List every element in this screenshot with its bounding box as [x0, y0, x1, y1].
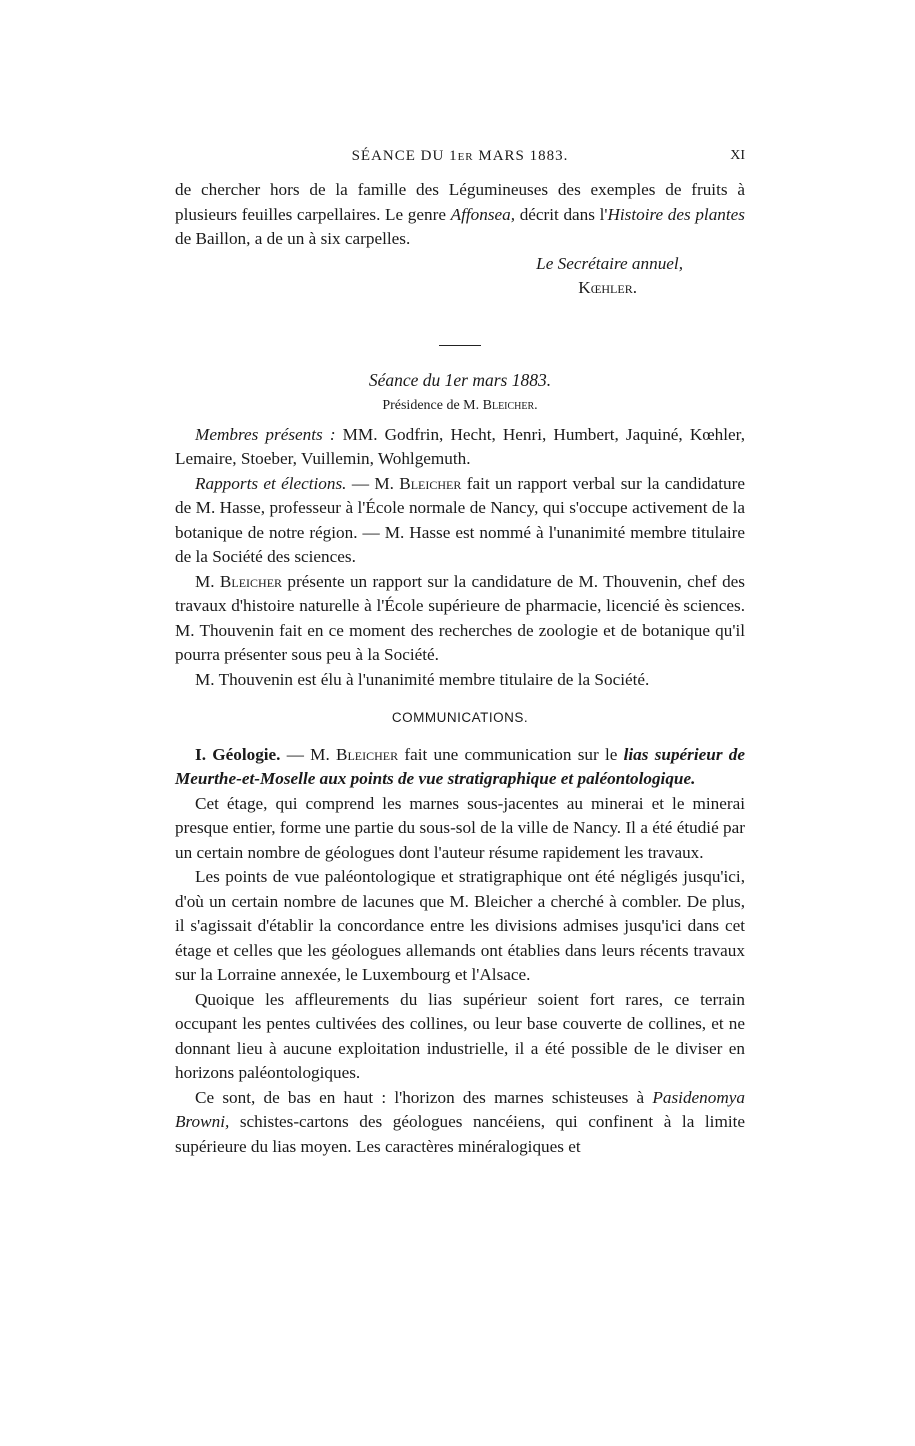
- paragraph: Cet étage, qui comprend les marnes sous-jacentes au minerai et le minerai presque entier, forme une partie du sous-sol de la ville de Nancy. Il a été étudié par un certain nombre de géologues dont l'auteur résume rapidement les travaux.: [175, 793, 745, 862]
- signature-role: Le Secrétaire annuel,: [536, 253, 683, 273]
- running-title: SÉANCE DU 1er MARS 1883.: [351, 148, 569, 164]
- last-paragraph: Ce sont, de bas en haut : l'horizon des marnes schisteuses à Pasidenomya Browni, schistes-cartons des géologues nancéiens, qui confinent à la limite supérieure du lias moyen. Les caractères minéralogiques et: [175, 1087, 745, 1156]
- members-paragraph: Membres présents : MM. Godfrin, Hecht, Henri, Humbert, Jaquiné, Kœhler, Lemaire, Stoeber, Vuillemin, Wohlgemuth.: [175, 424, 745, 468]
- reports-paragraph: Rapports et élections. — M. Bleicher fait un rapport verbal sur la candidature de M. Hasse, professeur à l'École normale de Nancy, qui s'occupe activement de la botanique de notre région. — M. Hasse est nommé à l'unanimité membre titulaire de la Société des sciences.: [175, 473, 745, 566]
- geology-paragraph: I. Géologie. — M. Bleicher fait une communication sur le lias supérieur de Meurthe-et-Moselle aux points de vue stratigraphique et paléontologique.: [175, 744, 745, 788]
- election-paragraph: M. Thouvenin est élu à l'unanimité membre titulaire de la Société.: [195, 669, 650, 689]
- running-header: [175, 148, 745, 172]
- presidency-line: Présidence de M. Bleicher.: [382, 398, 538, 413]
- signature-name: Kœhler.: [578, 278, 637, 297]
- body-text: [175, 178, 745, 1159]
- paragraph: Quoique les affleurements du lias supérieur soient fort rares, ce terrain occupant les pentes cultivées des collines, ou leur base couverte de collines, et ne donnant lieu à aucune exploitation industrielle, il a été possible de le diviser en horizons paléontologiques.: [175, 989, 745, 1082]
- communications-heading: COMMUNICATIONS.: [391, 710, 529, 725]
- paragraph: Les points de vue paléontologique et stratigraphique ont été négligés jusqu'ici, d'où un certain nombre de lacunes que M. Bleicher a cherché à combler. De plus, il s'agissait d'établir la concordance entre les divisions admises jusqu'ici dans cet étage et celles que les géologues allemands ont établies dans leurs récents travaux sur la Lorraine annexée, le Luxembourg et l'Alsace.: [175, 867, 745, 984]
- carryover-paragraph: de chercher hors de la famille des Légumineuses des exemples de fruits à plusieurs feuilles carpellaires. Le genre Affonsea, décrit dans l'Histoire des plantes de Baillon, a de un à six carpelles.: [175, 180, 745, 248]
- session-title: Séance du 1er mars 1883.: [368, 369, 552, 390]
- page-number: XI: [730, 148, 745, 163]
- section-divider: [439, 345, 481, 346]
- thouvenin-paragraph: M. Bleicher présente un rapport sur la candidature de M. Thouvenin, chef des travaux d'histoire naturelle à l'École supérieure de pharmacie, licencié ès sciences. M. Thouvenin fait en ce moment des recherches de zoologie et de botanique qu'il pourra présenter sous peu à la Société.: [175, 571, 745, 664]
